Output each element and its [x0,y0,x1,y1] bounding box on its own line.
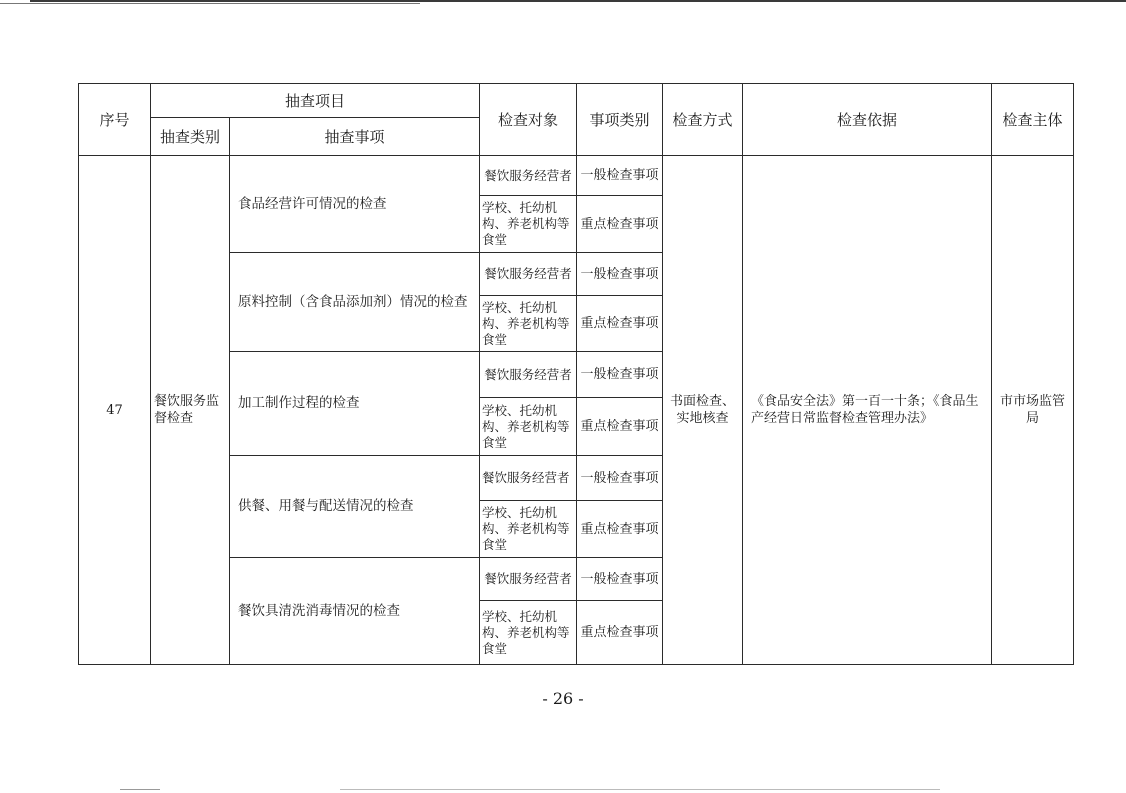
row-method: 书面检查、实地核查 [663,156,743,665]
check-item-name: 供餐、用餐与配送情况的检查 [230,456,480,558]
check-target: 学校、托幼机构、养老机构等食堂 [480,601,577,665]
header-target: 检查对象 [480,84,577,156]
header-method: 检查方式 [663,84,743,156]
check-type: 一般检查事项 [577,352,663,398]
check-target: 餐饮服务经营者 [480,456,577,501]
check-target: 餐饮服务经营者 [480,156,577,196]
top-border-line [30,0,1126,2]
check-type: 重点检查事项 [577,501,663,558]
header-project: 抽查项目 [151,84,480,118]
check-item-name: 加工制作过程的检查 [230,352,480,456]
row-basis: 《食品安全法》第一百一十条；《食品生产经营日常监督检查管理办法》 [743,156,992,665]
check-type: 重点检查事项 [577,196,663,253]
check-target: 学校、托幼机构、养老机构等食堂 [480,296,577,352]
page-number: - 26 - [542,689,584,708]
header-type: 事项类别 [577,84,663,156]
row-seq: 47 [79,156,151,665]
check-type: 一般检查事项 [577,156,663,196]
check-target: 餐饮服务经营者 [480,558,577,601]
check-item-name: 餐饮具清洗消毒情况的检查 [230,558,480,665]
check-type: 重点检查事项 [577,601,663,665]
check-item-name: 食品经营许可情况的检查 [230,156,480,253]
inspection-table [78,83,1074,665]
check-type: 重点检查事项 [577,398,663,456]
check-type: 一般检查事项 [577,253,663,296]
check-target: 学校、托幼机构、养老机构等食堂 [480,501,577,558]
check-target: 学校、托幼机构、养老机构等食堂 [480,196,577,253]
check-target: 学校、托幼机构、养老机构等食堂 [480,398,577,456]
header-subject: 检查主体 [992,84,1074,156]
header-basis: 检查依据 [743,84,992,156]
check-target: 餐饮服务经营者 [480,352,577,398]
check-type: 一般检查事项 [577,456,663,501]
bottom-scan-mark [120,789,160,790]
check-target: 餐饮服务经营者 [480,253,577,296]
row-subject: 市市场监管局 [992,156,1074,665]
bottom-scan-mark [340,789,940,790]
header-category: 抽查类别 [151,118,230,156]
header-seq: 序号 [79,84,151,156]
check-type: 一般检查事项 [577,558,663,601]
row-category: 餐饮服务监督检查 [151,156,230,665]
check-type: 重点检查事项 [577,296,663,352]
check-item-name: 原料控制（含食品添加剂）情况的检查 [230,253,480,352]
top-border-line-secondary [0,3,420,4]
header-item: 抽查事项 [230,118,480,156]
table-row [79,156,1074,196]
